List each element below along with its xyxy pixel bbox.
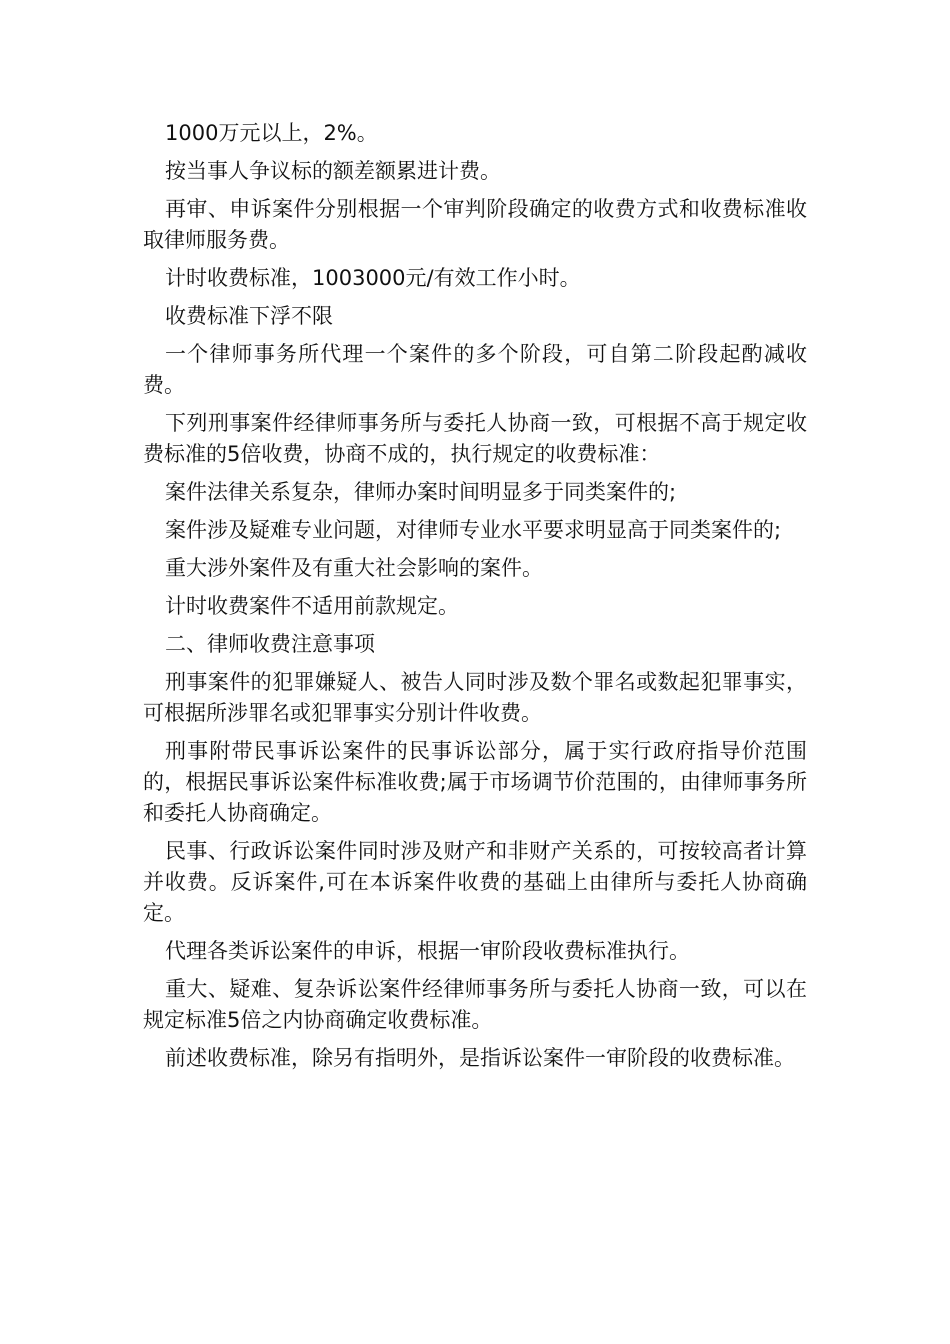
paragraph: 刑事案件的犯罪嫌疑人、被告人同时涉及数个罪名或数起犯罪事实，可根据所涉罪名或犯罪事实分别计件收费。 xyxy=(143,670,807,725)
paragraph: 代理各类诉讼案件的申诉，根据一审阶段收费标准执行。 xyxy=(165,939,690,963)
paragraph: 民事、行政诉讼案件同时涉及财产和非财产关系的，可按较高者计算并收费。反诉案件,可在本诉案件收费的基础上由律所与委托人协商确定。 xyxy=(143,839,807,925)
paragraph: 前述收费标准，除另有指明外，是指诉讼案件一审阶段的收费标准。 xyxy=(165,1046,795,1070)
paragraph: 下列刑事案件经律师事务所与委托人协商一致，可根据不高于规定收费标准的5倍收费，协商不成的，执行规定的收费标准： xyxy=(143,411,807,466)
paragraph: 重大、疑难、复杂诉讼案件经律师事务所与委托人协商一致，可以在规定标准5倍之内协商确定收费标准。 xyxy=(143,977,807,1032)
section-heading: 二、律师收费注意事项 xyxy=(165,632,375,656)
paragraph: 按当事人争议标的额差额累进计费。 xyxy=(165,159,501,183)
paragraph: 案件涉及疑难专业问题，对律师专业水平要求明显高于同类案件的; xyxy=(165,518,782,542)
paragraph: 刑事附带民事诉讼案件的民事诉讼部分，属于实行政府指导价范围的，根据民事诉讼案件标准收费;属于市场调节价范围的，由律师事务所和委托人协商确定。 xyxy=(143,739,807,825)
paragraph: 计时收费标准，1003000元/有效工作小时。 xyxy=(165,266,581,290)
paragraph: 案件法律关系复杂，律师办案时间明显多于同类案件的; xyxy=(165,480,677,504)
paragraph: 再审、申诉案件分别根据一个审判阶段确定的收费方式和收费标准收取律师服务费。 xyxy=(143,197,807,252)
paragraph: 收费标准下浮不限 xyxy=(165,304,333,328)
paragraph: 一个律师事务所代理一个案件的多个阶段，可自第二阶段起酌减收费。 xyxy=(143,342,807,397)
paragraph: 1000万元以上，2%。 xyxy=(165,121,378,145)
document-body xyxy=(143,118,807,1081)
paragraph: 重大涉外案件及有重大社会影响的案件。 xyxy=(165,556,543,580)
paragraph: 计时收费案件不适用前款规定。 xyxy=(165,594,459,618)
